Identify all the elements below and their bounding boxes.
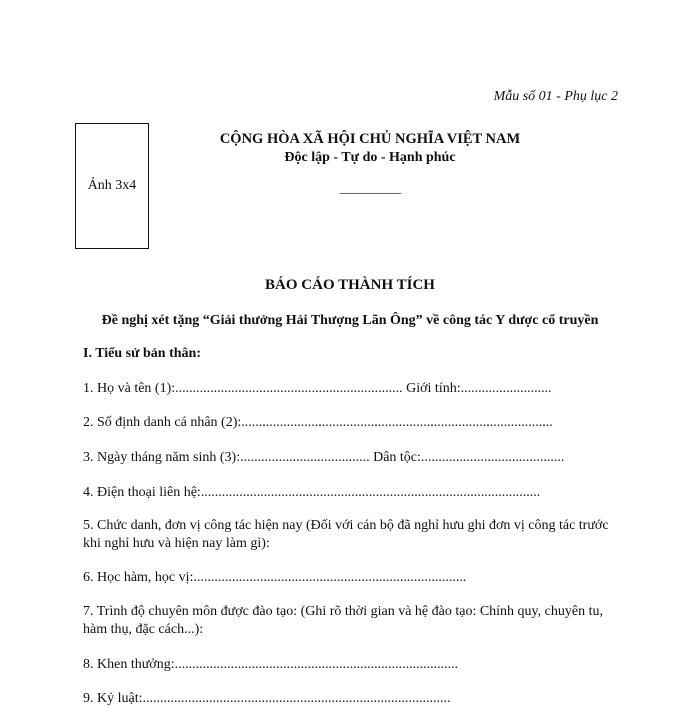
field-awards: 8. Khen thưởng:................................................................................. — [83, 657, 459, 672]
field-academic-title: 6. Học hàm, học vị:.............................................................................. — [83, 570, 467, 585]
photo-placeholder — [75, 123, 149, 249]
header-rule: ___________ — [339, 180, 401, 195]
report-subtitle: Đề nghị xét tặng “Giải thưởng Hải Thượng Lãn Ông” về công tác Y dược cổ truyền — [101, 313, 599, 328]
field-full-name: 1. Họ và tên (1):................................................................. Giới tính:.......................... — [83, 381, 552, 396]
field-phone: 4. Điện thoại liên hệ:................................................................................................. — [83, 485, 541, 500]
field-birth-date: 3. Ngày tháng năm sinh (3):..................................... Dân tộc:......................................... — [83, 450, 565, 465]
section-heading-biography: I. Tiểu sử bản thân: — [83, 346, 201, 361]
photo-label: Ảnh 3x4 — [87, 178, 137, 193]
field-personal-id: 2. Số định danh cá nhân (2):......................................................................................... — [83, 415, 553, 430]
national-title: CỘNG HÒA XÃ HỘI CHỦ NGHĨA VIỆT NAM — [219, 131, 521, 147]
report-title: BÁO CÁO THÀNH TÍCH — [265, 277, 435, 293]
form-code: Mẫu số 01 - Phụ lục 2 — [493, 89, 618, 104]
field-discipline: 9. Kỷ luật:........................................................................................ — [83, 691, 451, 706]
field-qualification: 7. Trình độ chuyên môn được đào tạo: (Ghi rõ thời gian và hệ đào tạo: Chính quy, chuyên tu, hàm thụ, đặc cách...): — [83, 604, 603, 637]
field-position-unit: 5. Chức danh, đơn vị công tác hiện nay (Đối với cán bộ đã nghỉ hưu ghi đơn vị công tác trước khi nghỉ hưu và hiện nay làm gì): — [83, 518, 609, 551]
national-motto: Độc lập - Tự do - Hạnh phúc — [284, 150, 456, 165]
